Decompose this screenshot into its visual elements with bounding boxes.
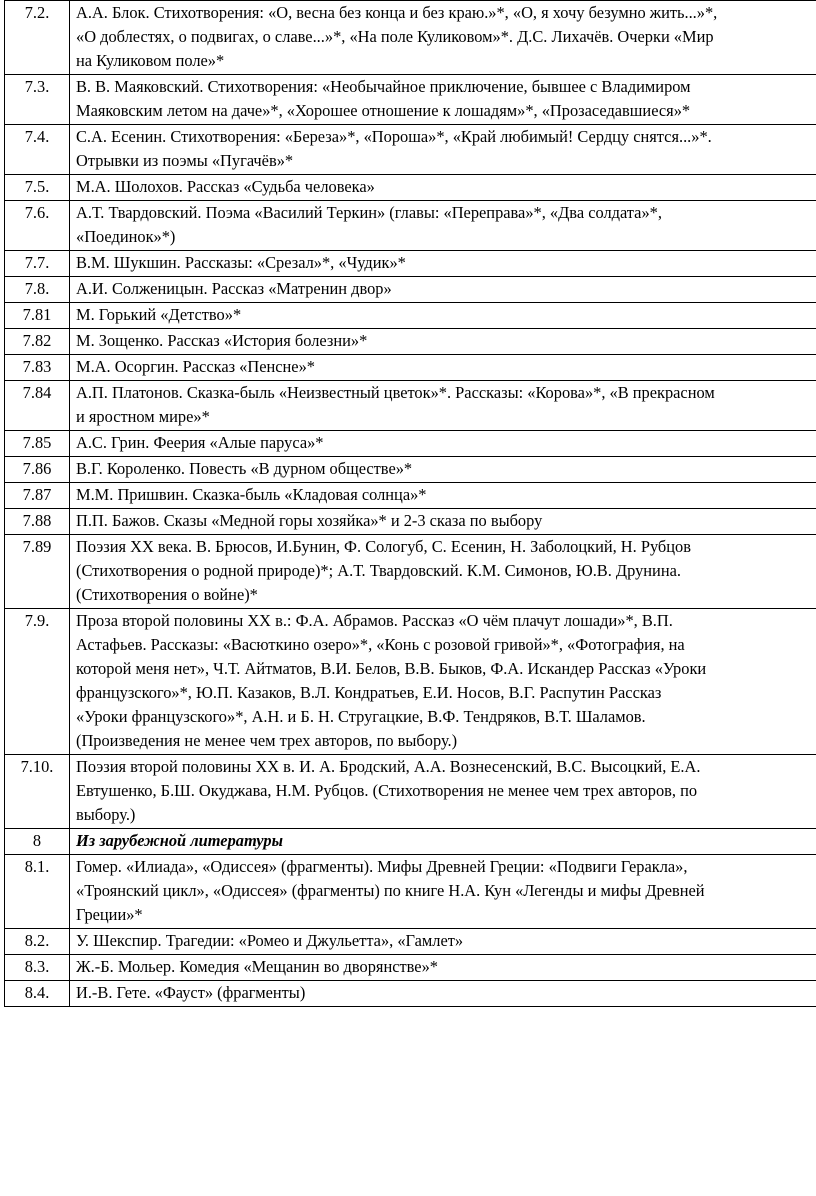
table-row <box>5 201 816 251</box>
row-number: 7.84 <box>5 381 70 431</box>
description-line: Ж.-Б. Мольер. Комедия «Мещанин во дворянстве»* <box>76 957 438 976</box>
table-row <box>5 175 816 201</box>
work-description <box>70 1 816 75</box>
row-number: 7.89 <box>5 535 70 609</box>
description-line: М. Горький «Детство»* <box>76 305 242 324</box>
work-description <box>70 201 816 251</box>
table-row <box>5 1 816 75</box>
literature-table <box>4 0 816 1007</box>
description-line: П.П. Бажов. Сказы «Медной горы хозяйка»* и 2-3 сказа по выбору <box>76 511 543 530</box>
row-number: 8.1. <box>5 855 70 929</box>
row-number: 7.83 <box>5 355 70 381</box>
literature-table-body <box>5 1 816 1007</box>
description-line: Поэзия XX века. В. Брюсов, И.Бунин, Ф. Сологуб, С. Есенин, Н. Заболоцкий, Н. Рубцов <box>76 537 691 556</box>
description-line: М.М. Пришвин. Сказка-быль «Кладовая солнца»* <box>76 485 427 504</box>
work-description <box>70 535 816 609</box>
row-number: 7.5. <box>5 175 70 201</box>
description-line: Астафьев. Рассказы: «Васюткино озеро»*, «Конь с розовой гривой»*, «Фотография, на <box>76 635 685 654</box>
row-number: 7.10. <box>5 755 70 829</box>
table-row <box>5 329 816 355</box>
work-description <box>70 251 816 277</box>
row-number: 7.85 <box>5 431 70 457</box>
description-line: Проза второй половины XX в.: Ф.А. Абрамов. Рассказ «О чём плачут лошади»*, В.П. <box>76 611 673 630</box>
description-line: выбору.) <box>76 805 136 824</box>
row-number: 7.7. <box>5 251 70 277</box>
description-line: «Поединок»*) <box>76 227 176 246</box>
work-description <box>70 329 816 355</box>
table-row <box>5 75 816 125</box>
description-line: (Стихотворения о войне)* <box>76 585 258 604</box>
row-number: 8.2. <box>5 929 70 955</box>
description-line: Отрывки из поэмы «Пугачёв»* <box>76 151 294 170</box>
row-number: 7.86 <box>5 457 70 483</box>
table-row <box>5 355 816 381</box>
table-row <box>5 929 816 955</box>
work-description <box>70 981 816 1007</box>
description-line: и яростном мире»* <box>76 407 210 426</box>
work-description <box>70 457 816 483</box>
row-number: 7.82 <box>5 329 70 355</box>
table-row <box>5 483 816 509</box>
description-line: В.Г. Короленко. Повесть «В дурном обществе»* <box>76 459 413 478</box>
description-line: Поэзия второй половины XX в. И. А. Бродский, А.А. Вознесенский, В.С. Высоцкий, Е.А. <box>76 757 701 776</box>
row-number: 7.4. <box>5 125 70 175</box>
table-row <box>5 609 816 755</box>
description-line: М.А. Осоргин. Рассказ «Пенсне»* <box>76 357 315 376</box>
description-line: «Уроки французского»*, А.Н. и Б. Н. Стругацкие, В.Ф. Тендряков, В.Т. Шаламов. <box>76 707 646 726</box>
description-line: С.А. Есенин. Стихотворения: «Береза»*, «Пороша»*, «Край любимый! Сердцу снятся...»*. <box>76 127 712 146</box>
table-row <box>5 277 816 303</box>
table-row <box>5 125 816 175</box>
section-header-row <box>5 829 816 855</box>
work-description <box>70 609 816 755</box>
description-line: А.А. Блок. Стихотворения: «О, весна без конца и без краю.»*, «О, я хочу безумно жить...»*, <box>76 3 718 22</box>
row-number: 7.2. <box>5 1 70 75</box>
work-description <box>70 509 816 535</box>
work-description <box>70 355 816 381</box>
row-number: 7.8. <box>5 277 70 303</box>
description-line: Гомер. «Илиада», «Одиссея» (фрагменты). Мифы Древней Греции: «Подвиги Геракла», <box>76 857 688 876</box>
description-line: М. Зощенко. Рассказ «История болезни»* <box>76 331 368 350</box>
work-description <box>70 277 816 303</box>
table-row <box>5 535 816 609</box>
row-number: 8.3. <box>5 955 70 981</box>
description-line: У. Шекспир. Трагедии: «Ромео и Джульетта», «Гамлет» <box>76 931 464 950</box>
description-line: (Стихотворения о родной природе)*; А.Т. Твардовский. К.М. Симонов, Ю.В. Друнина. <box>76 561 681 580</box>
row-number: 7.9. <box>5 609 70 755</box>
description-line: «Троянский цикл», «Одиссея» (фрагменты) по книге Н.А. Кун «Легенды и мифы Древней <box>76 881 705 900</box>
row-number: 8.4. <box>5 981 70 1007</box>
table-row <box>5 981 816 1007</box>
table-row <box>5 509 816 535</box>
row-number: 7.87 <box>5 483 70 509</box>
row-number: 7.3. <box>5 75 70 125</box>
description-line: В.М. Шукшин. Рассказы: «Срезал»*, «Чудик»* <box>76 253 406 272</box>
row-number: 7.88 <box>5 509 70 535</box>
description-line: А.Т. Твардовский. Поэма «Василий Теркин» (главы: «Переправа»*, «Два солдата»*, <box>76 203 662 222</box>
work-description <box>70 175 816 201</box>
row-number: 7.6. <box>5 201 70 251</box>
description-line: А.П. Платонов. Сказка-быль «Неизвестный цветок»*. Рассказы: «Корова»*, «В прекрасном <box>76 383 715 402</box>
description-line: которой меня нет», Ч.Т. Айтматов, В.И. Белов, В.В. Быков, Ф.А. Искандер Рассказ «Уроки <box>76 659 707 678</box>
work-description <box>70 381 816 431</box>
row-number: 7.81 <box>5 303 70 329</box>
work-description <box>70 855 816 929</box>
work-description <box>70 929 816 955</box>
work-description <box>70 303 816 329</box>
row-number: 8 <box>5 829 70 855</box>
description-line: М.А. Шолохов. Рассказ «Судьба человека» <box>76 177 375 196</box>
description-line: «О доблестях, о подвигах, о славе...»*, «На поле Куликовом»*. Д.С. Лихачёв. Очерки «Мир <box>76 27 714 46</box>
description-line: А.С. Грин. Феерия «Алые паруса»* <box>76 433 324 452</box>
description-line: А.И. Солженицын. Рассказ «Матренин двор» <box>76 279 392 298</box>
description-line: Из зарубежной литературы <box>76 831 283 850</box>
table-row <box>5 755 816 829</box>
table-row <box>5 431 816 457</box>
description-line: В. В. Маяковский. Стихотворения: «Необычайное приключение, бывшее с Владимиром <box>76 77 691 96</box>
table-row <box>5 855 816 929</box>
work-description <box>70 755 816 829</box>
table-row <box>5 457 816 483</box>
description-line: Евтушенко, Б.Ш. Окуджава, Н.М. Рубцов. (Стихотворения не менее чем трех авторов, по <box>76 781 698 800</box>
description-line: Греции»* <box>76 905 143 924</box>
work-description <box>70 431 816 457</box>
section-title <box>70 829 816 855</box>
table-row <box>5 955 816 981</box>
work-description <box>70 125 816 175</box>
table-row <box>5 303 816 329</box>
description-line: на Куликовом поле»* <box>76 51 225 70</box>
work-description <box>70 483 816 509</box>
table-row <box>5 381 816 431</box>
description-line: И.-В. Гете. «Фауст» (фрагменты) <box>76 983 306 1002</box>
work-description <box>70 75 816 125</box>
description-line: Маяковским летом на даче»*, «Хорошее отношение к лошадям»*, «Прозаседавшиеся»* <box>76 101 691 120</box>
work-description <box>70 955 816 981</box>
table-row <box>5 251 816 277</box>
description-line: французского»*, Ю.П. Казаков, В.Л. Кондратьев, Е.И. Носов, В.Г. Распутин Рассказ <box>76 683 662 702</box>
description-line: (Произведения не менее чем трех авторов, по выбору.) <box>76 731 458 750</box>
